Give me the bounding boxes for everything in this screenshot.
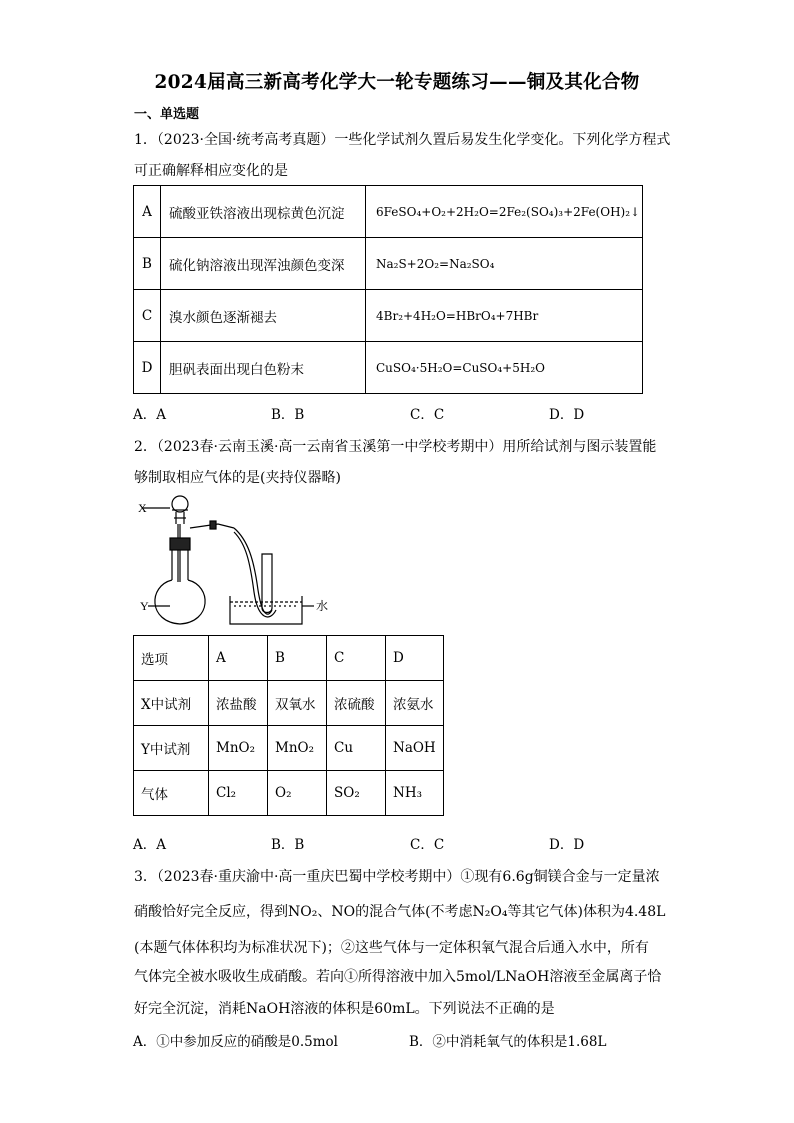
q2-cell: C xyxy=(327,636,386,681)
q2-cell: B xyxy=(268,636,327,681)
table-row xyxy=(134,681,444,726)
q2-cell: Cu xyxy=(327,726,386,771)
figure-label-y: Y xyxy=(140,599,149,613)
q2-cell: SO₂ xyxy=(327,771,386,816)
q2-cell: Cl₂ xyxy=(209,771,268,816)
q1-row-letter: C xyxy=(134,290,161,342)
q3-stem-line2: 硝酸恰好完全反应，得到NO₂、NO的混合气体(不考虑N₂O₄等其它气体)体积为4.48L xyxy=(134,904,666,920)
q2-option-d[interactable]: D．D xyxy=(549,837,585,853)
q2-table xyxy=(133,635,444,816)
q1-row-phenomenon: 溴水颜色逐渐褪去 xyxy=(161,290,366,342)
section-heading: 一、单选题 xyxy=(134,107,200,122)
q1-row-equation: 4Br₂+4H₂O=HBrO₄+7HBr xyxy=(366,290,643,342)
q1-row-letter: A xyxy=(134,186,161,238)
q1-row-phenomenon: 胆矾表面出现白色粉末 xyxy=(161,342,366,394)
q2-cell: MnO₂ xyxy=(268,726,327,771)
q1-stem-line2: 可正确解释相应变化的是 xyxy=(134,163,288,179)
q2-cell: MnO₂ xyxy=(209,726,268,771)
table-row xyxy=(134,238,643,290)
q3-stem-line1: 3．（2023春·重庆渝中·高一重庆巴蜀中学校考期中）①现有6.6g铜镁合金与一定量浓 xyxy=(134,869,660,885)
q2-cell: O₂ xyxy=(268,771,327,816)
q1-stem-line1: 1．（2023·全国·统考高考真题）一些化学试剂久置后易发生化学变化。下列化学方程式 xyxy=(134,132,671,148)
q1-table xyxy=(133,185,643,394)
q3-option-b[interactable]: B．②中消耗氧气的体积是1.68L xyxy=(409,1034,607,1050)
q2-option-b[interactable]: B．B xyxy=(271,837,305,853)
q1-row-equation: CuSO₄·5H₂O=CuSO₄+5H₂O xyxy=(366,342,643,394)
table-row xyxy=(134,771,444,816)
q2-cell: NH₃ xyxy=(386,771,444,816)
figure-label-water: 水 xyxy=(316,599,329,613)
page-title: 2024届高三新高考化学大一轮专题练习——铜及其化合物 xyxy=(154,72,640,93)
q3-options xyxy=(0,1030,794,1050)
q3-stem-line5: 好完全沉淀，消耗NaOH溶液的体积是60mL。下列说法不正确的是 xyxy=(134,1001,555,1017)
q3-stem-line4: 气体完全被水吸收生成硝酸。若向①所得溶液中加入5mol/LNaOH溶液至金属离子恰 xyxy=(134,969,662,985)
table-row xyxy=(134,726,444,771)
q3-option-a[interactable]: A．①中参加反应的硝酸是0.5mol xyxy=(133,1034,338,1050)
q1-option-d[interactable]: D．D xyxy=(549,407,585,423)
q1-row-equation: 6FeSO₄+O₂+2H₂O=2Fe₂(SO₄)₃+2Fe(OH)₂↓ xyxy=(366,186,643,238)
q1-row-equation: Na₂S+2O₂=Na₂SO₄ xyxy=(366,238,643,290)
table-row xyxy=(134,186,643,238)
q2-cell: 双氧水 xyxy=(268,681,327,726)
q2-options xyxy=(0,833,794,853)
q2-cell: 气体 xyxy=(134,771,209,816)
q2-cell: 浓硫酸 xyxy=(327,681,386,726)
q1-option-b[interactable]: B．B xyxy=(271,407,305,423)
q1-row-letter: B xyxy=(134,238,161,290)
q1-row-letter: D xyxy=(134,342,161,394)
gas-apparatus-figure xyxy=(138,490,338,630)
q1-option-a[interactable]: A．A xyxy=(133,407,166,423)
q1-options xyxy=(0,403,794,423)
table-row xyxy=(134,342,643,394)
q1-row-phenomenon: 硫化钠溶液出现浑浊颜色变深 xyxy=(161,238,366,290)
table-row xyxy=(134,636,444,681)
q2-cell: X中试剂 xyxy=(134,681,209,726)
q2-stem-line2: 够制取相应气体的是(夹持仪器略) xyxy=(134,470,341,486)
q2-cell: A xyxy=(209,636,268,681)
q2-cell: Y中试剂 xyxy=(134,726,209,771)
table-row xyxy=(134,290,643,342)
q3-stem-line3: (本题气体体积均为标准状况下)；②这些气体与一定体积氧气混合后通入水中，所有 xyxy=(134,940,649,956)
q1-option-c[interactable]: C．C xyxy=(410,407,445,423)
q2-stem-line1: 2．（2023春·云南玉溪·高一云南省玉溪第一中学校考期中）用所给试剂与图示装置能 xyxy=(134,439,657,455)
figure-label-x: X xyxy=(138,501,147,515)
q2-option-c[interactable]: C．C xyxy=(410,837,445,853)
q2-cell: D xyxy=(386,636,444,681)
q2-option-a[interactable]: A．A xyxy=(133,837,166,853)
q2-cell: 浓氨水 xyxy=(386,681,444,726)
q2-cell: 选项 xyxy=(134,636,209,681)
q2-cell: 浓盐酸 xyxy=(209,681,268,726)
q2-cell: NaOH xyxy=(386,726,444,771)
q1-row-phenomenon: 硫酸亚铁溶液出现棕黄色沉淀 xyxy=(161,186,366,238)
